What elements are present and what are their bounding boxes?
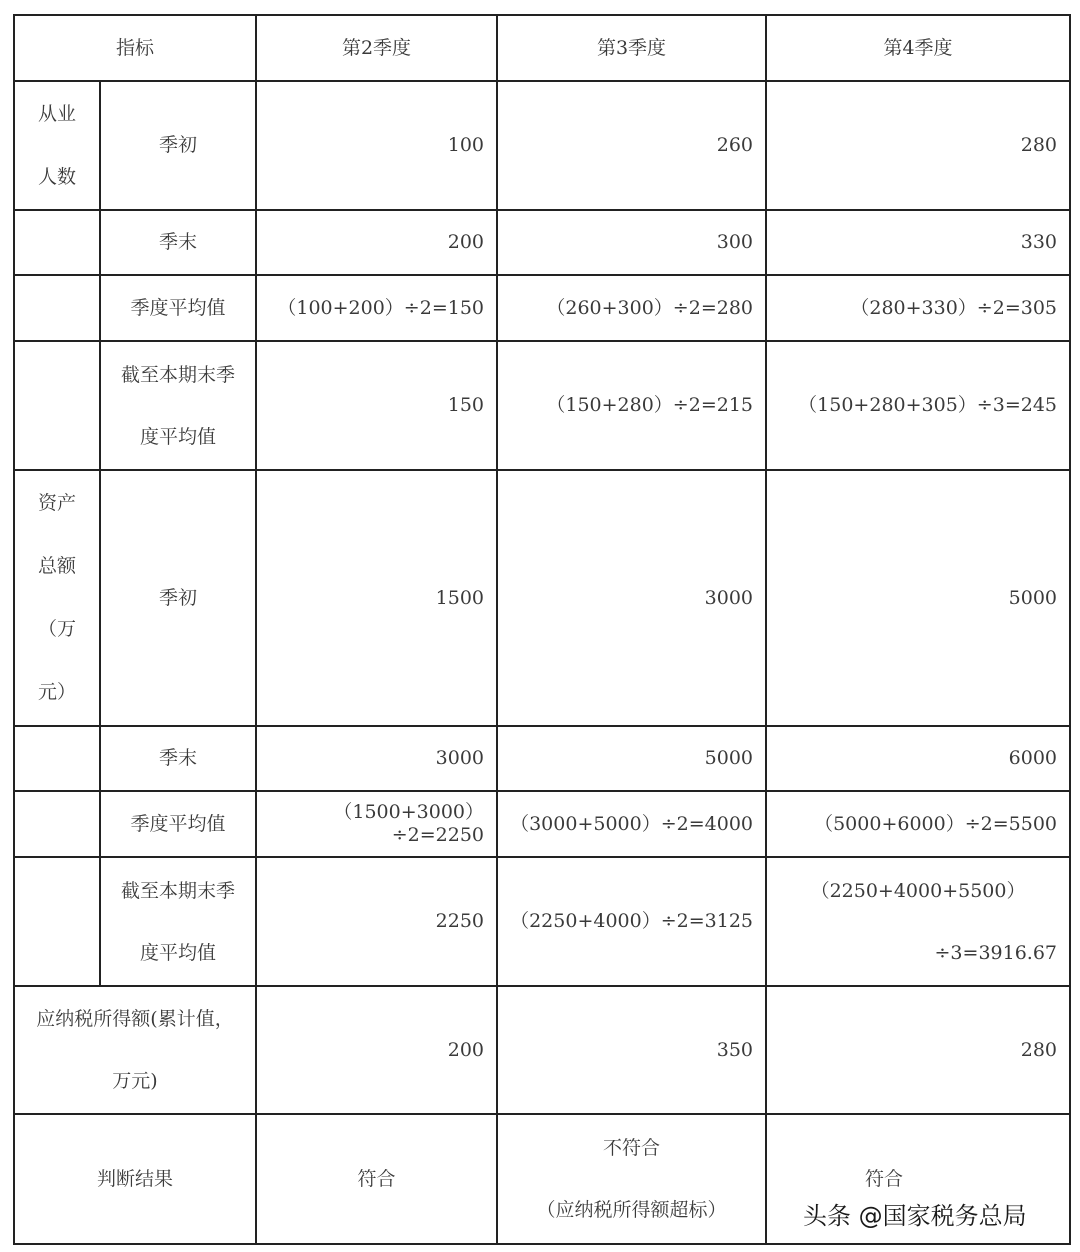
result-q2: 符合: [256, 1114, 497, 1244]
row-label: 季末: [100, 210, 256, 275]
table-row: [14, 857, 1070, 986]
assets-group-label: 资产 总额 （万 元）: [14, 470, 100, 726]
table-row: [14, 791, 1070, 857]
cell-q3: 5000: [497, 726, 766, 791]
header-indicator: 指标: [14, 15, 256, 81]
cell-q2: （100+200）÷2=150: [256, 275, 497, 341]
cell-q2: 100: [256, 81, 497, 210]
watermark-handle: @国家税务总局: [858, 1202, 1027, 1230]
cell-q4: 6000: [766, 726, 1070, 791]
cell-q2: 1500: [256, 470, 497, 726]
cell-q2: （1500+3000）÷2=2250: [256, 791, 497, 857]
cell-q4: 280: [766, 986, 1070, 1114]
empty-group-cell: [14, 275, 100, 341]
table-row: [14, 210, 1070, 275]
cell-q3: （3000+5000）÷2=4000: [497, 791, 766, 857]
row-label: 截至本期末季 度平均值: [100, 341, 256, 470]
cell-q2: 2250: [256, 857, 497, 986]
cell-q2: 150: [256, 341, 497, 470]
empty-group-cell: [14, 341, 100, 470]
watermark-prefix: 头条: [803, 1202, 851, 1230]
cell-q2: 3000: [256, 726, 497, 791]
cell-q4: （150+280+305）÷3=245: [766, 341, 1070, 470]
cell-q3: 260: [497, 81, 766, 210]
cell-q4: （2250+4000+5500） ÷3=3916.67: [766, 857, 1070, 986]
empty-group-cell: [14, 857, 100, 986]
cell-q3: （260+300）÷2=280: [497, 275, 766, 341]
row-label: 截至本期末季 度平均值: [100, 857, 256, 986]
employees-group-label: 从业 人数: [14, 81, 100, 210]
header-q2: 第2季度: [256, 15, 497, 81]
table-row: [14, 275, 1070, 341]
table-row: [14, 341, 1070, 470]
cell-q3: 300: [497, 210, 766, 275]
cell-q4: 5000: [766, 470, 1070, 726]
row-label: 季度平均值: [100, 275, 256, 341]
cell-q3: 350: [497, 986, 766, 1114]
cell-q2: 200: [256, 210, 497, 275]
header-q4: 第4季度: [766, 15, 1070, 81]
watermark: [803, 1196, 1027, 1231]
result-label: 判断结果: [14, 1114, 256, 1244]
table-row: [14, 470, 1070, 726]
table-row: [14, 81, 1070, 210]
row-label: 季末: [100, 726, 256, 791]
cell-q3: （2250+4000）÷2=3125: [497, 857, 766, 986]
tax-criteria-table: [13, 14, 1071, 1245]
header-q3: 第3季度: [497, 15, 766, 81]
row-label: 季初: [100, 81, 256, 210]
cell-q2: 200: [256, 986, 497, 1114]
cell-q4: 330: [766, 210, 1070, 275]
empty-group-cell: [14, 210, 100, 275]
empty-group-cell: [14, 791, 100, 857]
table-row: [14, 986, 1070, 1114]
result-q3: 不符合 （应纳税所得额超标）: [497, 1114, 766, 1244]
row-label: 季度平均值: [100, 791, 256, 857]
result-q4: 符合: [766, 1114, 1070, 1244]
cell-q4: （280+330）÷2=305: [766, 275, 1070, 341]
row-label: 季初: [100, 470, 256, 726]
cell-q3: （150+280）÷2=215: [497, 341, 766, 470]
taxable-income-label: 应纳税所得额(累计值， 万元): [14, 986, 256, 1114]
header-row: [14, 15, 1070, 81]
cell-q4: （5000+6000）÷2=5500: [766, 791, 1070, 857]
cell-q4: 280: [766, 81, 1070, 210]
empty-group-cell: [14, 726, 100, 791]
table-row: [14, 726, 1070, 791]
cell-q3: 3000: [497, 470, 766, 726]
